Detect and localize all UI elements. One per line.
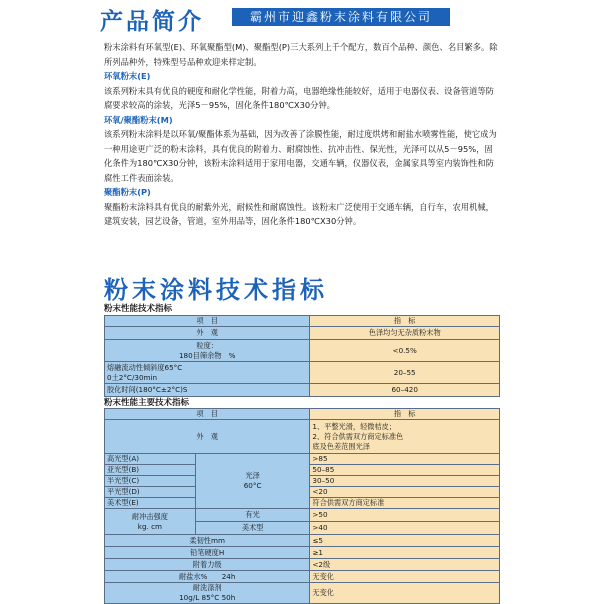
gloss-type: 半光型(C) xyxy=(105,476,196,487)
header-cell-item: 项 目 xyxy=(105,316,310,327)
row-value: ≥1 xyxy=(310,547,500,559)
impact-value: >40 xyxy=(310,522,500,535)
impact-value: >50 xyxy=(310,509,500,522)
gloss-type: 平光型(D) xyxy=(105,487,196,498)
row-value: <2级 xyxy=(310,559,500,571)
table-row xyxy=(105,583,500,604)
row-value: <0.5% xyxy=(310,340,500,362)
gloss-value: 50–85 xyxy=(310,465,500,476)
row-item: 耐洗涤剂 10g/L 85°C 50h xyxy=(105,583,310,604)
hybrid-section-title: 环氧/聚酯粉末(M) xyxy=(104,114,173,125)
row-item: 粒度： 180目筛余物 % xyxy=(105,340,310,362)
row-item: 柔韧性mm xyxy=(105,535,310,547)
table1-label: 粉末性能技术指标 xyxy=(104,304,173,314)
header-cell-item: 项 目 xyxy=(105,409,310,420)
polyester-description: 聚酯粉末涂料具有优良的耐紫外光，耐候性和耐腐蚀性。该粉末广泛使用于交通车辆，自行车，农用机械，建筑安装，园艺设备，管道，室外用品等，固化条件180℃X30分钟。 xyxy=(104,201,494,226)
polyester-section-title: 聚酯粉末(P) xyxy=(104,187,151,197)
row-value: ≤5 xyxy=(310,535,500,547)
epoxy-section-title: 环氧粉末(E) xyxy=(104,71,151,81)
gloss-label: 光泽 60°C xyxy=(195,454,310,509)
table2-label: 粉末性能主要技术指标 xyxy=(104,398,190,408)
table-row xyxy=(105,454,500,465)
company-name-banner: 霸州市迎鑫粉末涂料有限公司 xyxy=(232,8,450,26)
intro-text xyxy=(104,40,500,229)
table-row xyxy=(105,571,500,583)
page-title: 产品简介 xyxy=(100,9,204,35)
header-cell-value: 指 标 xyxy=(310,316,500,327)
row-value: 20–55 xyxy=(310,362,500,384)
row-item: 外 观 xyxy=(105,327,310,340)
row-item: 附着力级 xyxy=(105,559,310,571)
row-item: 铅笔硬度H xyxy=(105,547,310,559)
gloss-value: 符合供需双方商定标准 xyxy=(310,498,500,509)
row-value: 60–420 xyxy=(310,384,500,397)
table-row xyxy=(105,327,500,340)
impact-type: 美术型 xyxy=(195,522,310,535)
gloss-type: 亚光型(B) xyxy=(105,465,196,476)
gloss-type: 美术型(E) xyxy=(105,498,196,509)
header-cell-value: 指 标 xyxy=(310,409,500,420)
hybrid-description: 该系列粉末涂料是以环氧/聚酯体系为基础，因为改善了涂膜性能，耐过度烘烤和耐盐水喷雾性能，使它成为一种用途更广泛的粉末涂料，具有优良的附着力、耐腐蚀性、抗冲击性、保光性，光泽可以从5－95%，固化条件为180℃X30分钟，该粉末涂料适用于家用电器，交通车辆，仪器仪表，金属家具等室内装饰性和防腐性工件表面涂装。 xyxy=(104,129,497,183)
row-value: 无变化 xyxy=(310,583,500,604)
table-row xyxy=(105,384,500,397)
table-row xyxy=(105,509,500,522)
table-row xyxy=(105,559,500,571)
tech-spec-title: 粉末涂料技术指标 xyxy=(104,276,328,304)
row-value: 无变化 xyxy=(310,571,500,583)
table-row xyxy=(105,535,500,547)
intro-lead: 粉末涂料有环氧型(E)、环氧聚酯型(M)、聚酯型(P)三大系列上千个配方，数百个品种、颜色、名目繁多。除所列品种外，特殊型号品种欢迎来样定制。 xyxy=(104,42,498,67)
appearance-value: 1、平整光滑，轻微桔皮； 2、符合供需双方商定标准色 底及色差范围光泽 xyxy=(310,420,500,454)
gloss-value: 30–50 xyxy=(310,476,500,487)
row-value: 色泽均匀无杂质粉末物 xyxy=(310,327,500,340)
table-row xyxy=(105,547,500,559)
row-item: 胶化时间(180°C±2°C)S xyxy=(105,384,310,397)
powder-performance-table xyxy=(104,315,500,397)
table-header-row xyxy=(105,316,500,327)
table-row xyxy=(105,420,500,454)
appearance-item: 外 观 xyxy=(105,420,310,454)
row-item: 熔融流动性倾斜度65°C 0土2°C/30min xyxy=(105,362,310,384)
table-header-row xyxy=(105,409,500,420)
gloss-value: <20 xyxy=(310,487,500,498)
gloss-type: 高光型(A) xyxy=(105,454,196,465)
table-row xyxy=(105,340,500,362)
row-item: 耐盐水% 24h xyxy=(105,571,310,583)
table-row xyxy=(105,362,500,384)
impact-type: 有光 xyxy=(195,509,310,522)
impact-label: 耐冲击强度 kg. cm xyxy=(105,509,196,535)
gloss-value: >85 xyxy=(310,454,500,465)
epoxy-description: 该系列粉末具有优良的硬度和耐化学性能，附着力高，电器绝缘性能较好，适用于电器仪表、设备管道等防腐要求较高的涂装，光泽5－95%，固化条件180℃X30分钟。 xyxy=(104,85,494,110)
coating-performance-table xyxy=(104,408,500,604)
